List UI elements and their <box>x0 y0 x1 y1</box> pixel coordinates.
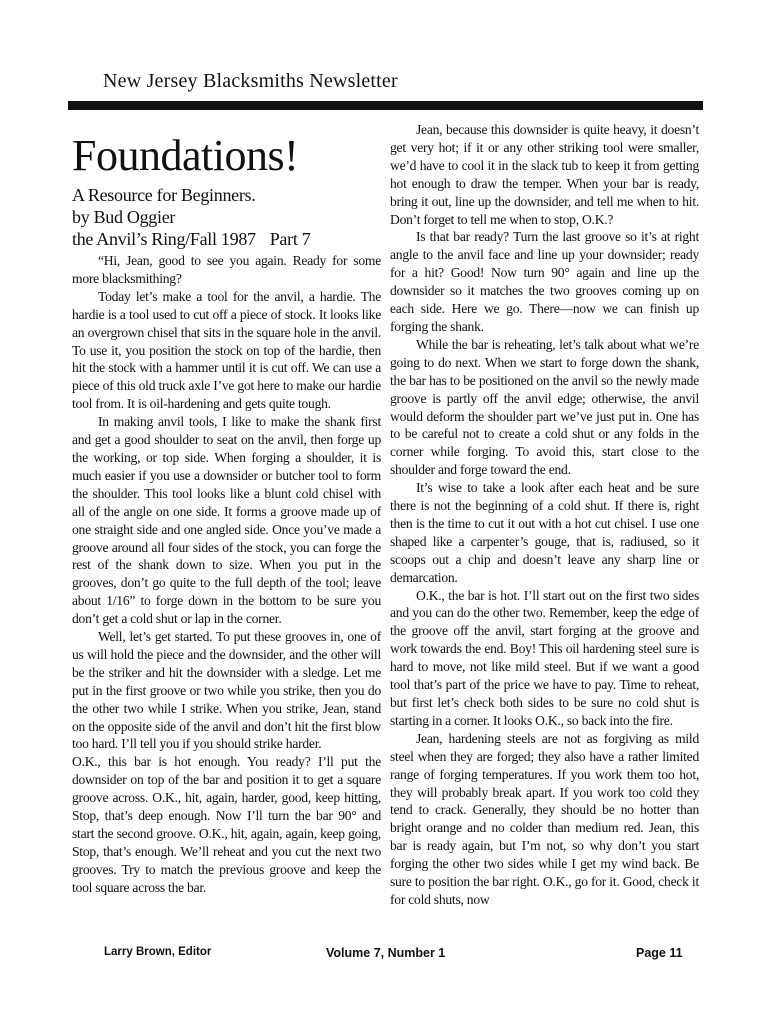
paragraph: Well, let’s get started. To put these grooves in, one of us will hold the piece and the downsider, and the other will be the striker and hit the downsider with a sledge. Let me put in the first groove or two while you strike, then you do the other two while I strike. When you strike, Jean, stand on the opposite side of the anvil and don’t hit the first blow too hard. I’ll tell you if you should strike harder. <box>72 629 381 752</box>
header-rule <box>68 101 703 110</box>
footer-volume: Volume 7, Number 1 <box>326 946 446 960</box>
paragraph: Jean, hardening steels are not as forgiving as mild steel when they are forged; they also have a rather limited range of forging temperatures. If you work them too hot, they will probably break apart. If you work too cold they tend to crack. Generally, they should be no hotter than bright orange and no colder than medium red. Jean, this bar is ready again, but I’m not, so why don’t you start forging the other two sides while I get my wind back. Be sure to position the bar right. O.K., go for it. Good, check it for cold shuts, now <box>390 730 699 907</box>
article-source-text: the Anvil’s Ring/Fall 1987 <box>72 229 256 249</box>
left-column <box>72 120 381 897</box>
newsletter-masthead: New Jersey Blacksmiths Newsletter <box>103 70 398 92</box>
article-part: Part 7 <box>269 229 311 249</box>
paragraph: O.K., the bar is hot. I’ll start out on the first two sides and you can do the other two. Remember, keep the edge of the groove off the anvil, start forging at the groove and work towards the end. Boy! This oil hardening steel sure is hard to move, not like mild steel. But if we want a good tool that’s part of the price we have to pay. Time to reheat, but first let’s check both sides to be sure no cold shut is starting in a corner. It looks O.K., so back into the fire. <box>390 587 699 728</box>
footer-editor: Larry Brown, Editor <box>104 946 212 958</box>
paragraph: Is that bar ready? Turn the last groove so it’s at right angle to the anvil face and line up your downsider; ready for a hit? Good! Now turn 90° again and line up the downsider so it matches the two grooves coming up on each side. Here we go. There—now we can finish up forging the shank. <box>390 229 699 334</box>
article-byline: by Bud Oggier <box>72 207 176 227</box>
paragraph: Jean, because this downsider is quite heavy, it doesn’t get very hot; if it or any other striking tool were smaller, we’d have to cool it in the slack tub to keep it from getting hot enough to draw the temper. When your bar is ready, bring it out, line up the downsider, and tell me when to hit. Don’t forget to tell me when to stop, O.K.? <box>390 122 699 227</box>
paragraph: O.K., this bar is hot enough. You ready? I’ll put the downsider on top of the bar and position it to get a square groove across. O.K., hit, again, harder, good, keep hitting, Stop, that’s deep enough. Now I’ll turn the bar 90° and start the second groove. O.K., hit, again, again, keep going, Stop, that’s enough. We’ll reheat and you cut the next two grooves. Try to match the previous groove and keep the tool square across the bar. <box>72 754 381 895</box>
footer-page-number: Page 11 <box>636 946 683 960</box>
paragraph: “Hi, Jean, good to see you again. Ready for some more blacksmithing? <box>72 253 381 286</box>
right-column <box>390 121 699 909</box>
paragraph: In making anvil tools, I like to make the shank first and get a good shoulder to seat on the anvil, then forge up the working, or top side. When forging a shoulder, it is much easier if you use a downsider or butcher tool to form the shoulder. This tool looks like a blunt cold chisel with all of the angle on one side. It forms a groove made up of one straight side and one angled side. Once you’ve made a groove around all four sides of the stock, you can forge the rest of the shank down to size. When you put in the grooves, don’t go quite to the full depth of the tool; leave about 1/16” to forge down in the bottom to be sure you don’t get a cold shut or lap in the corner. <box>72 414 381 627</box>
paragraph: It’s wise to take a look after each heat and be sure there is not the beginning of a cold shut. If there is, right then is the time to cut it out with a hot cut chisel. I use one shaped like a carpenter’s gouge, that is, radiused, so it scoops out a chip and doesn’t leave any sharp line or demarcation. <box>390 480 699 585</box>
paragraph: Today let’s make a tool for the anvil, a hardie. The hardie is a tool used to cut off a piece of stock. It looks like an overgrown chisel that sits in the square hole in the anvil. To use it, you position the stock on top of the hardie, then hit the stock with a hammer until it is cut off. We can use a piece of this old truck axle I’ve got here to make our hardie tool from. It is oil-hardening and gets quite tough. <box>72 288 381 412</box>
article-title: Foundations! <box>72 131 299 180</box>
article-source <box>72 228 381 250</box>
paragraph: While the bar is reheating, let’s talk about what we’re going to do next. When we start to forge down the shank, the bar has to be positioned on the anvil so the newly made groove is partly off the anvil edge; otherwise, the anvil would deform the shoulder part we’ve just put in. One has to be careful not to create a cold shut or any folds in the corner while forging. To avoid this, start close to the shoulder and forge toward the end. <box>390 336 699 478</box>
article-subtitle-resource: A Resource for Beginners. <box>72 185 256 205</box>
